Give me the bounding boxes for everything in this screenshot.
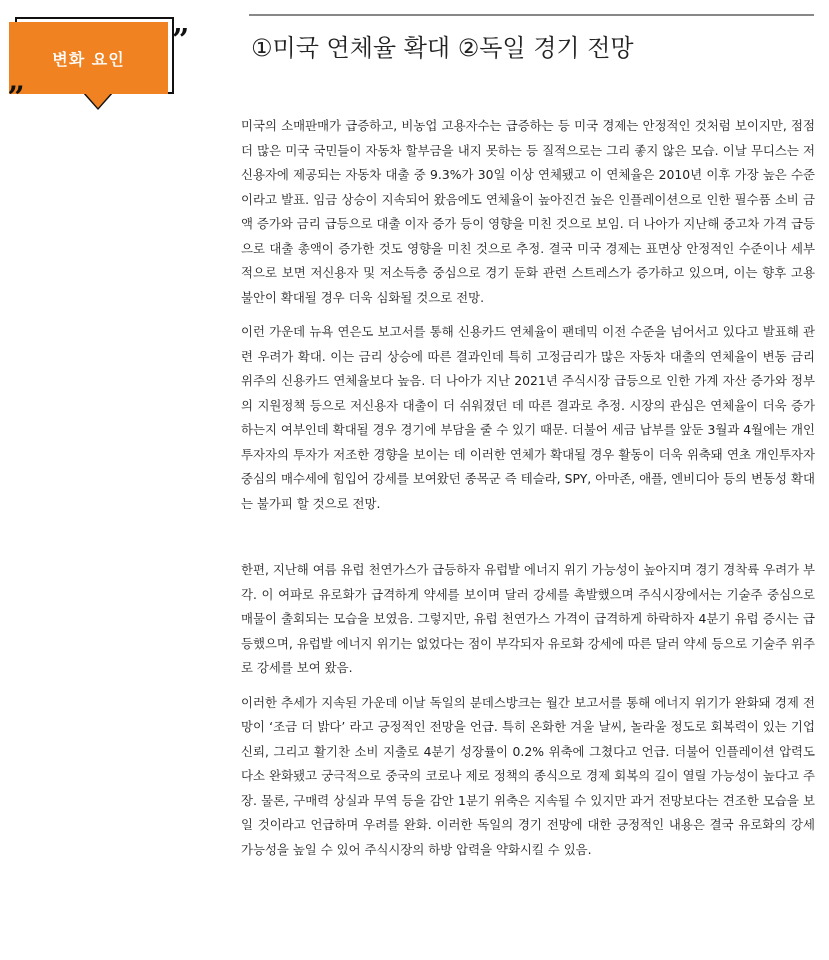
open-quote-icon: „ xyxy=(8,63,26,98)
top-divider xyxy=(249,14,814,16)
badge-pointer-icon xyxy=(84,92,112,108)
paragraph-ny-fed-credit-card: 이런 가운데 뉴욕 연은도 보고서를 통해 신용카드 연체율이 팬데믹 이전 수준을 넘어서고 있다고 발표해 관련 우려가 확대. 이는 금리 상승에 따른 결과인데 특히 고정금리가 많은 자동차 대출의 연체율이 변동 금리 위주의 신용카드 연체율보다 높음. 더 나아가 지난 2021년 주식시장 급등으로 인한 가계 자산 증가와 정부의 지원정책 등으로 저신용자 대출이 더 쉬워졌던 데 따른 결과로 추정. 시장의 관심은 연체율이 더욱 증가하는지 여부인데 확대될 경우 경기에 부담을 줄 수 있기 때문. 더불어 세금 납부를 앞둔 3월과 4월에는 개인 투자자의 투자가 저조한 경향을 보이는 데 이러한 연체가 확대될 경우 활동이 더욱 위축돼 연초 개인투자자 중심의 매수세에 힘입어 강세를 보여왔던 종목군 즉 테슬라, SPY, 아마존, 애플, 엔비디아 등의 변동성 확대는 불가피 할 것으로 전망. xyxy=(241,324,815,511)
badge-label: 변화 요인 xyxy=(9,22,168,94)
paragraph-europe-gas: 한편, 지난해 여름 유럽 천연가스가 급등하자 유럽발 에너지 위기 가능성이 높아지며 경기 경착륙 우려가 부각. 이 여파로 유로화가 급격하게 약세를 보이며 달러 강세를 촉발했으며 주식시장에서는 기술주 중심으로 매물이 출회되는 모습을 보였음. 그렇지만, 유럽 천연가스 가격이 급격하게 하락하자 4분기 유럽 증시는 급등했으며, 유럽발 에너지 위기는 없었다는 점이 부각되자 유로화 강세에 따른 달러 약세 등으로 기술주 위주로 강세를 보여 왔음. xyxy=(241,562,815,675)
paragraph-us-delinquency: 미국의 소매판매가 급증하고, 비농업 고용자수는 급증하는 등 미국 경제는 안정적인 것처럼 보이지만, 점점 더 많은 미국 국민들이 자동차 할부금을 내지 못하는 등 질적으로는 그리 좋지 않은 모습. 이날 무디스는 저 신용자에 제공되는 자동차 대출 중 9.3%가 30일 이상 연체됐고 이 연체율은 2010년 이후 가장 높은 수준이라고 발표. 임금 상승이 지속되어 왔음에도 연체율이 높아진건 높은 인플레이션으로 인한 필수품 소비 금액 증가와 금리 급등으로 대출 이자 증가 등이 영향을 미친 것으로 보임. 더 나아가 지난해 중고차 가격 급등으로 대출 총액이 증가한 것도 영향을 미친 것으로 추정. 결국 미국 경제는 표면상 안정적인 수준이나 세부적으로 보면 저신용자 및 저소득층 중심으로 경기 둔화 관련 스트레스가 증가하고 있으며, 이는 향후 고용 불안이 확대될 경우 더욱 심화될 것으로 전망. xyxy=(241,118,815,305)
close-quote-icon: ” xyxy=(172,23,190,58)
page-title: ①미국 연체율 확대 ②독일 경기 전망 xyxy=(251,34,634,62)
article-body xyxy=(241,114,815,862)
paragraph-germany-outlook: 이러한 추세가 지속된 가운데 이날 독일의 분데스방크는 월간 보고서를 통해 에너지 위기가 완화돼 경제 전망이 ‘조금 더 밝다’ 라고 긍정적인 전망을 언급. 특히 온화한 겨울 날씨, 놀라울 정도로 회복력이 있는 기업 신뢰, 그리고 활기찬 소비 지출로 4분기 성장률이 0.2% 위축에 그쳤다고 언급. 더불어 인플레이션 압력도 다소 완화됐고 궁극적으로 중국의 코로나 제로 정책의 종식으로 경제 회복의 길이 열릴 가능성이 높다고 주장. 물론, 구매력 상실과 무역 등을 감안 1분기 위축은 지속될 수 있지만 과거 전망보다는 견조한 모습을 보일 것이라고 언급하며 우려를 완화. 이러한 독일의 경기 전망에 대한 긍정적인 내용은 결국 유로화의 강세 가능성을 높일 수 있어 주식시장의 하방 압력을 약화시킬 수 있음. xyxy=(241,694,815,857)
section-badge xyxy=(0,0,200,120)
